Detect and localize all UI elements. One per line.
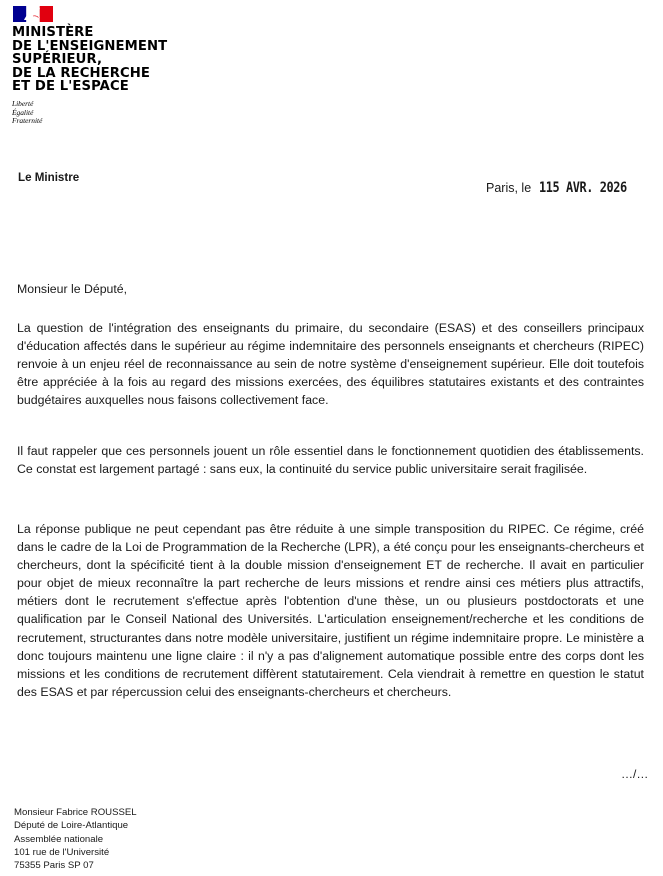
french-flag-icon [13, 6, 53, 22]
recipient-line: 75355 Paris SP 07 [14, 860, 94, 872]
ministry-line: DE L'ENSEIGNEMENT [12, 38, 168, 54]
salutation: Monsieur le Député, [17, 282, 128, 296]
sender-title: Le Ministre [18, 171, 80, 184]
letterhead [12, 6, 167, 126]
republic-motto [12, 100, 167, 126]
place-label: Paris, le [486, 181, 532, 195]
ministry-line: DE LA RECHERCHE [12, 65, 151, 81]
body-paragraph: La question de l'intégration des enseignants du primaire, du secondaire (ESAS) et des conseillers principaux d'éducation affectés dans le supérieur au régime indemnitaire des personnels enseignants et chercheurs (RIPEC) renvoie à un enjeu réel de reconnaissance au sein de notre système d'enseignement supérieur. Elle doit toutefois être appréciée à la fois au regard des missions exercées, des équilibres statutaires existants et des contraintes budgétaires auxquelles nous faisons collectivement face. [17, 321, 644, 408]
recipient-address [14, 806, 137, 872]
ministry-name [12, 26, 167, 94]
motto-line: Fraternité [12, 116, 43, 126]
marianne-logo [13, 6, 53, 22]
ministry-line: MINISTÈRE [12, 25, 94, 40]
recipient-line: Député de Loire-Atlantique [14, 820, 129, 832]
date-stamp: 115 AVR. 2026 [539, 180, 627, 196]
body-paragraph: Il faut rappeler que ces personnels jouent un rôle essentiel dans le fonctionnement quotidien des établissements. Ce constat est largement partagé : sans eux, la continuité du service public universitaire serait fragilisée. [17, 444, 644, 477]
recipient-line: Assemblée nationale [14, 833, 104, 845]
recipient-line: 101 rue de l'Université [14, 846, 110, 858]
motto-line: Liberté [12, 98, 34, 108]
body-paragraph: La réponse publique ne peut cependant pas être réduite à une simple transposition du RIPEC. Ce régime, créé dans le cadre de la Loi de Programmation de la Recherche (LPR), a été conçu pour les enseignants-chercheurs et chercheurs, dont la spécificité tient à la double mission d'enseignement ET de recherche. Il avait en particulier pour objet de mieux reconnaître la part recherche de leurs missions et rendre ainsi ces métiers plus attractifs, métiers dont le recrutement s'effectue après l'obtention d'une thèse, un ou plusieurs postdoctorats et une qualification par le Conseil National des Universités. L'articulation enseignement/recherche et les conditions de recrutement, structurantes dans notre modèle universitaire, justifient un régime indemnitaire propre. Le ministère a donc toujours maintenu une ligne claire : il n'y a pas d'alignement automatique possible entre des corps dont les missions et les conditions de recrutement diffèrent statutairement. Cela viendrait à remettre en question le statut des ESAS et par répercussion celui des enseignants-chercheurs et chercheurs. [17, 522, 644, 699]
ministry-line: SUPÉRIEUR, [12, 52, 103, 68]
motto-line: Égalité [12, 107, 34, 117]
continuation-mark: …/… [621, 767, 649, 781]
recipient-line: Monsieur Fabrice ROUSSEL [14, 807, 137, 818]
ministry-line: ET DE L'ESPACE [12, 79, 129, 95]
place-date [486, 180, 646, 196]
